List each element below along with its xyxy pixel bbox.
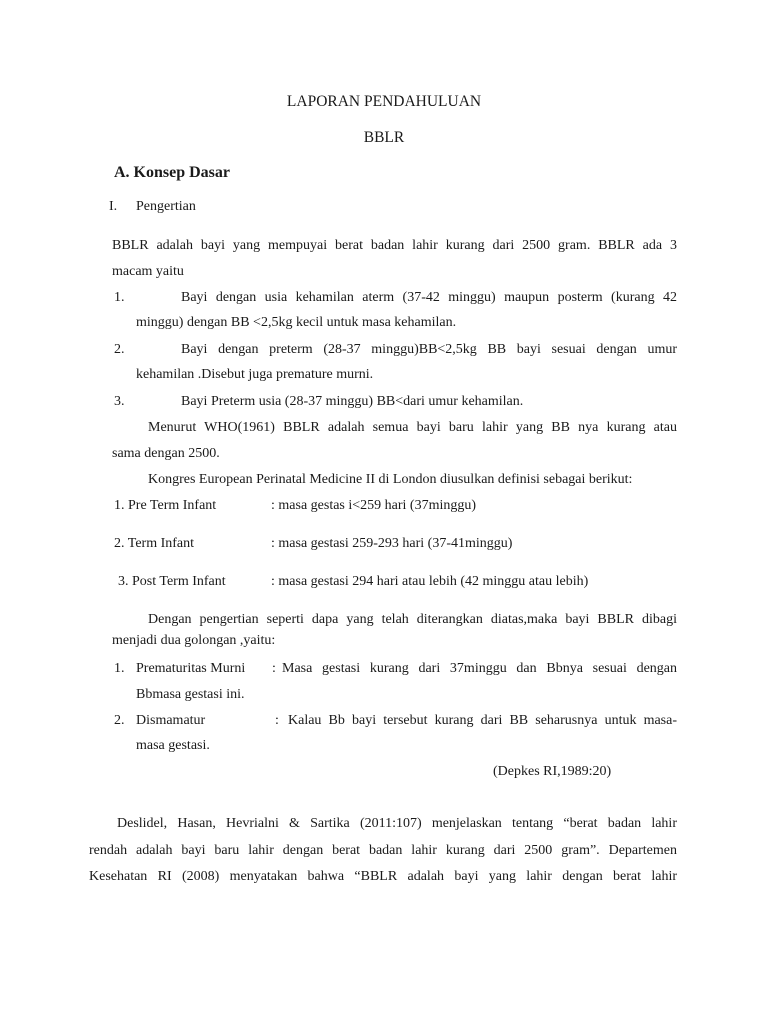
group-1-number: 1.	[114, 661, 125, 676]
who-line-1: Menurut WHO(1961) BBLR adalah semua bayi baru lahir yang BB nya kurang atau	[148, 420, 677, 435]
group-1-name: Prematuritas Murni	[136, 661, 246, 676]
document-subtitle: BBLR	[363, 129, 405, 146]
type-3-number: 3.	[114, 394, 125, 409]
type-1-line-1: Bayi dengan usia kehamilan aterm (37-42 minggu) maupun posterm (kurang 42	[181, 290, 677, 305]
group-1-line-1: Masa gestasi kurang dari 37minggu dan Bbnya sesuai dengan	[282, 661, 677, 676]
infant-definition-3: : masa gestasi 294 hari atau lebih (42 minggu atau lebih)	[271, 574, 589, 589]
group-1-colon: :	[272, 661, 276, 676]
type-3-line-1: Bayi Preterm usia (28-37 minggu) BB<dari umur kehamilan.	[181, 394, 524, 409]
group-2-colon: :	[275, 713, 279, 728]
type-2-line-1: Bayi dengan preterm (28-37 minggu)BB<2,5kg BB bayi sesuai dengan umur	[181, 342, 677, 357]
type-2-number: 2.	[114, 342, 125, 357]
intro-line-2: macam yaitu	[112, 264, 184, 279]
closing-line-2: rendah adalah bayi baru lahir dengan berat badan lahir kurang dari 2500 gram”. Departemen	[89, 843, 677, 858]
infant-definition-2: : masa gestasi 259-293 hari (37-41minggu)	[271, 536, 513, 551]
type-1-line-2: minggu) dengan BB <2,5kg kecil untuk masa kehamilan.	[136, 315, 457, 330]
subsection-label: Pengertian	[136, 199, 196, 214]
group-2-name: Dismamatur	[136, 713, 206, 728]
group-2-line-2: masa gestasi.	[136, 738, 210, 753]
group-2-number: 2.	[114, 713, 125, 728]
type-2-line-2: kehamilan .Disebut juga premature murni.	[136, 367, 374, 382]
infant-term-3: 3. Post Term Infant	[118, 574, 226, 589]
closing-line-3: Kesehatan RI (2008) menyatakan bahwa “BBLR adalah bayi yang lahir dengan berat lahir	[89, 869, 677, 884]
document-title: LAPORAN PENDAHULUAN	[286, 93, 482, 110]
infant-term-1: 1. Pre Term Infant	[114, 498, 217, 513]
golongan-line-1: Dengan pengertian seperti dapa yang telah diterangkan diatas,maka bayi BBLR dibagi	[148, 612, 677, 627]
kongres-text: Kongres European Perinatal Medicine II di London diusulkan definisi sebagai berikut:	[148, 472, 633, 487]
intro-line-1: BBLR adalah bayi yang mempuyai berat badan lahir kurang dari 2500 gram. BBLR ada 3	[112, 238, 677, 253]
group-1-line-2: Bbmasa gestasi ini.	[136, 687, 245, 702]
section-heading: A. Konsep Dasar	[114, 164, 231, 181]
citation: (Depkes RI,1989:20)	[493, 764, 612, 779]
infant-definition-1: : masa gestas i<259 hari (37minggu)	[271, 498, 477, 513]
infant-term-2: 2. Term Infant	[114, 536, 195, 551]
group-2-line-1: Kalau Bb bayi tersebut kurang dari BB seharusnya untuk masa-	[288, 713, 677, 728]
type-1-number: 1.	[114, 290, 125, 305]
who-line-2: sama dengan 2500.	[112, 446, 220, 461]
subsection-number: I.	[109, 199, 118, 214]
golongan-line-2: menjadi dua golongan ,yaitu:	[112, 633, 276, 648]
closing-line-1: Deslidel, Hasan, Hevrialni & Sartika (2011:107) menjelaskan tentang “berat badan lahir	[117, 816, 677, 831]
